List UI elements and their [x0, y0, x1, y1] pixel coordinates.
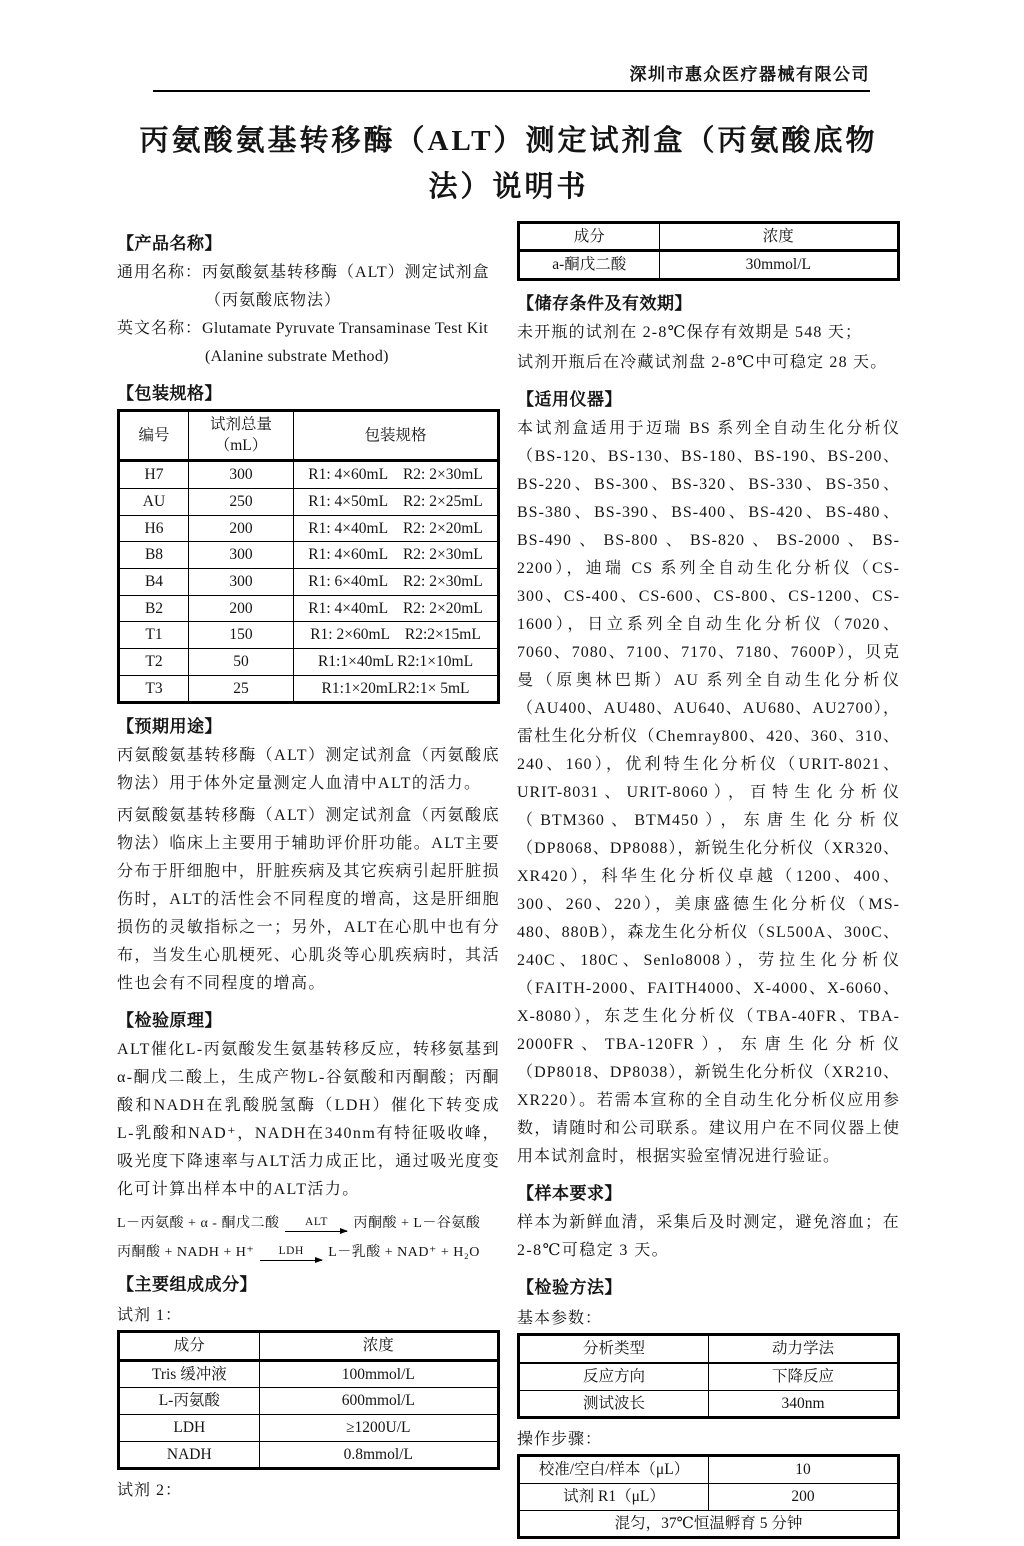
reaction-equation-1 — [117, 1216, 500, 1233]
cell: 250 — [189, 488, 294, 515]
sample-heading: 【样本要求】 — [517, 1184, 622, 1204]
steps-table — [517, 1454, 900, 1539]
cell: 200 — [709, 1483, 899, 1510]
cell: 校准/空白/样本（μL） — [519, 1456, 709, 1484]
cell: 600mmol/L — [259, 1388, 498, 1415]
reagent2-label: 试剂 2： — [117, 1482, 183, 1500]
cell: 50 — [189, 648, 294, 675]
reagent1-header-row — [119, 1331, 499, 1360]
cell: B8 — [119, 542, 189, 569]
table-row — [119, 461, 499, 489]
cell: H6 — [119, 515, 189, 542]
header-rule — [153, 90, 870, 92]
cell: L-丙氨酸 — [119, 1388, 260, 1415]
cell: 300 — [189, 542, 294, 569]
cell: H7 — [119, 461, 189, 489]
packaging-col-total — [189, 410, 294, 460]
two-column-layout — [117, 221, 900, 1546]
table-row — [119, 542, 499, 569]
reagent2-header-row — [519, 222, 899, 251]
doc-title — [117, 118, 900, 211]
packaging-col-total-line2: （mL） — [214, 437, 268, 455]
table-row — [119, 648, 499, 675]
section-storage — [517, 289, 900, 377]
english-name-value: Glutamate Pyruvate Transaminase Test Kit — [202, 319, 489, 337]
doc-title-line1: 丙氨酸氨基转移酶（ALT）测定试剂盒（丙氨酸底物 — [139, 125, 878, 157]
reagent2-col-concentration: 浓度 — [659, 222, 898, 251]
cell: R1: 4×60mL R2: 2×30mL — [294, 542, 499, 569]
cell: R1:1×40mL R2:1×10mL — [294, 648, 499, 675]
section-principle — [117, 1006, 500, 1262]
doc-title-line2: 法）说明书 — [428, 171, 589, 204]
cell: 分析类型 — [519, 1335, 709, 1363]
cell: B2 — [119, 595, 189, 622]
instruments-heading: 【适用仪器】 — [517, 390, 622, 410]
table-row — [519, 1390, 899, 1418]
section-method — [517, 1273, 900, 1539]
english-name-line — [117, 315, 500, 343]
section-reagent2-table — [517, 221, 900, 281]
cell: 300 — [189, 568, 294, 595]
left-column — [117, 221, 500, 1505]
table-row — [119, 595, 499, 622]
eq2-left: 丙酮酸 + NADH + H⁺ — [117, 1245, 255, 1261]
company-name: 深圳市惠众医疗器械有限公司 — [629, 65, 870, 84]
cell: T3 — [119, 675, 189, 703]
cell: R1: 4×40mL R2: 2×20mL — [294, 515, 499, 542]
section-packaging — [117, 379, 500, 705]
eq1-left: L－丙氨酸 + α - 酮戊二酸 — [117, 1216, 280, 1232]
eq1-right: 丙酮酸 + L－谷氨酸 — [353, 1216, 481, 1232]
cell: R1: 2×60mL R2:2×15mL — [294, 622, 499, 649]
sample-para: 样本为新鲜血清，采集后及时测定，避免溶血；在 2-8℃可稳定 3 天。 — [517, 1214, 900, 1260]
page-header — [117, 60, 900, 92]
packaging-col-spec: 包装规格 — [294, 410, 499, 460]
cell: R1: 4×50mL R2: 2×25mL — [294, 488, 499, 515]
storage-line1: 未开瓶的试剂在 2-8℃保存有效期是 548 天； — [517, 324, 863, 342]
cell: 反应方向 — [519, 1363, 709, 1390]
steps-label: 操作步骤： — [517, 1431, 603, 1449]
eq1-arrow — [285, 1217, 347, 1232]
table-row — [519, 1335, 899, 1363]
cell: 试剂 R1（μL） — [519, 1483, 709, 1510]
table-row — [519, 1363, 899, 1390]
product-name-heading: 【产品名称】 — [117, 233, 222, 253]
cell: NADH — [119, 1441, 260, 1469]
reagent2-col-component: 成分 — [519, 222, 660, 251]
right-column — [517, 221, 900, 1546]
section-instruments — [517, 385, 900, 1171]
cell: ≥1200U/L — [259, 1415, 498, 1442]
basic-params-label: 基本参数： — [517, 1310, 603, 1328]
cell: 测试波长 — [519, 1390, 709, 1418]
basic-params-table — [517, 1333, 900, 1419]
reagent1-col-concentration: 浓度 — [259, 1331, 498, 1360]
cell: Tris 缓冲液 — [119, 1360, 260, 1388]
reaction-equation-2 — [117, 1245, 500, 1262]
table-row — [119, 675, 499, 703]
table-row — [119, 1360, 499, 1388]
cell: 100mmol/L — [259, 1360, 498, 1388]
right-arrow-icon — [260, 1260, 322, 1262]
cell: 10 — [709, 1456, 899, 1484]
method-heading: 【检验方法】 — [517, 1278, 622, 1298]
reagent2-table — [517, 221, 900, 281]
section-composition — [117, 1270, 500, 1500]
eq2-arrow — [260, 1246, 322, 1261]
intended-use-para2: 丙氨酸氨基转移酶（ALT）测定试剂盒（丙氨酸底物法）临床上主要用于辅助评价肝功能。ALT主要分布于肝细胞中，肝脏疾病及其它疾病引起肝脏损伤时，ALT的活性会不同程度的增高，这是肝细胞损伤的灵敏指标之一；另外，ALT在心肌中也有分布，当发生心肌梗死、心肌炎等心肌疾病时，其活性也会有不同程度的增高。 — [117, 807, 500, 993]
table-row — [119, 1441, 499, 1469]
cell: T1 — [119, 622, 189, 649]
instruments-para: 本试剂盒适用于迈瑞 BS 系列全自动生化分析仪（BS-120、BS-130、BS-180、BS-190、BS-200、BS-220、BS-300、BS-320、BS-330、BS-350、BS-380、BS-390、BS-400、BS-420、BS-480、BS-490、BS-800、BS-820、BS-2000、BS-2200），迪瑞 CS 系列全自动生化分析仪（CS-300、CS-400、CS-600、CS-800、CS-1200、CS-1600），日立系列全自动生化分析仪（7020、7060、7080、7100、7170、7180、7600P），贝克曼（原奥林巴斯）AU 系列全自动生化分析仪（AU400、AU480、AU640、AU680、AU2700），雷杜生化分析仪（Chemray800、420、360、310、240、160），优利特生化分析仪（URIT-8021、URIT-8031、URIT-8060），百特生化分析仪（BTM360、BTM450），东唐生化分析仪（DP8068、DP8088），新锐生化分析仪（XR320、XR420），科华生化分析仪卓越（1200、400、300、260、220），美康盛德生化分析仪（MS-480、880B），森龙生化分析仪（SL500A、300C、240C、180C、Senlo8008），劳拉生化分析仪（FAITH-2000、FAITH4000、X-4000、X-6060、X-8080），东芝生化分析仪（TBA-40FR、TBA-2000FR、TBA-120FR），东唐生化分析仪（DP8018、DP8038），新锐生化分析仪（XR210、XR220）。若需本宣称的全自动生化分析仪应用参数，请随时和公司联系。建议用户在不同仪器上使用本试剂盒时，根据实验室情况进行验证。 — [517, 420, 900, 1166]
composition-heading: 【主要组成成分】 — [117, 1274, 257, 1294]
packaging-col-id: 编号 — [119, 410, 189, 460]
table-row — [119, 568, 499, 595]
cell: AU — [119, 488, 189, 515]
table-row — [519, 1456, 899, 1484]
storage-line2: 试剂开瓶后在冷藏试剂盘 2-8℃中可稳定 28 天。 — [517, 354, 888, 372]
cell: 25 — [189, 675, 294, 703]
cell: 200 — [189, 595, 294, 622]
storage-heading: 【储存条件及有效期】 — [517, 294, 692, 314]
cell: a-酮戊二酸 — [519, 251, 660, 280]
table-row — [519, 251, 899, 280]
intended-use-para1: 丙氨酸氨基转移酶（ALT）测定试剂盒（丙氨酸底物法）用于体外定量测定人血清中ALT的活力。 — [117, 747, 500, 793]
cell: R1: 6×40mL R2: 2×30mL — [294, 568, 499, 595]
generic-name-label: 通用名称： — [117, 263, 203, 281]
packaging-heading: 【包装规格】 — [117, 383, 222, 403]
cell: B4 — [119, 568, 189, 595]
table-row — [519, 1510, 899, 1538]
cell: T2 — [119, 648, 189, 675]
right-arrow-icon — [285, 1231, 347, 1233]
eq2-right: L－乳酸 + NAD⁺ + H₂O — [328, 1245, 480, 1261]
english-name-continuation: (Alanine substrate Method) — [205, 347, 389, 365]
intended-use-heading: 【预期用途】 — [117, 717, 222, 737]
section-intended-use — [117, 712, 500, 998]
table-row — [119, 1415, 499, 1442]
cell: R1:1×20mLR2:1× 5mL — [294, 675, 499, 703]
steps-footer-cell: 混匀，37℃恒温孵育 5 分钟 — [519, 1510, 899, 1538]
generic-name-value: 丙氨酸氨基转移酶（ALT）测定试剂盒 — [202, 263, 490, 281]
table-row — [119, 488, 499, 515]
cell: 0.8mmol/L — [259, 1441, 498, 1469]
table-row — [119, 622, 499, 649]
principle-heading: 【检验原理】 — [117, 1011, 222, 1031]
section-product-name — [117, 229, 500, 371]
principle-para: ALT催化L-丙氨酸发生氨基转移反应，转移氨基到α-酮戊二酸上，生成产物L-谷氨酸和丙酮酸；丙酮酸和NADH在乳酸脱氢酶（LDH）催化下转变成L-乳酸和NAD⁺，NADH在340nm有特征吸收峰，吸光度下降速率与ALT活力成正比，通过吸光度变化可计算出样本中的ALT活力。 — [117, 1041, 500, 1199]
reagent1-label: 试剂 1： — [117, 1306, 183, 1324]
cell: 300 — [189, 461, 294, 489]
cell: R1: 4×60mL R2: 2×30mL — [294, 461, 499, 489]
table-row — [119, 1388, 499, 1415]
cell: 30mmol/L — [659, 251, 898, 280]
cell: 200 — [189, 515, 294, 542]
cell: 340nm — [709, 1390, 899, 1418]
eq1-enzyme-label: ALT — [305, 1216, 328, 1229]
eq2-enzyme-label: LDH — [278, 1245, 304, 1258]
table-row — [519, 1483, 899, 1510]
table-row — [119, 515, 499, 542]
cell: 下降反应 — [709, 1363, 899, 1390]
cell: R1: 4×40mL R2: 2×20mL — [294, 595, 499, 622]
generic-name-continuation: （丙氨酸底物法） — [205, 291, 342, 309]
packaging-col-total-line1: 试剂总量 — [209, 415, 272, 433]
generic-name-line — [117, 259, 500, 287]
reagent1-table — [117, 1330, 500, 1470]
cell: 动力学法 — [709, 1335, 899, 1363]
english-name-label: 英文名称： — [117, 319, 203, 337]
reagent1-col-component: 成分 — [119, 1331, 260, 1360]
packaging-table — [117, 409, 500, 705]
cell: LDH — [119, 1415, 260, 1442]
section-sample — [517, 1179, 900, 1265]
packaging-header-row — [119, 410, 499, 460]
cell: 150 — [189, 622, 294, 649]
